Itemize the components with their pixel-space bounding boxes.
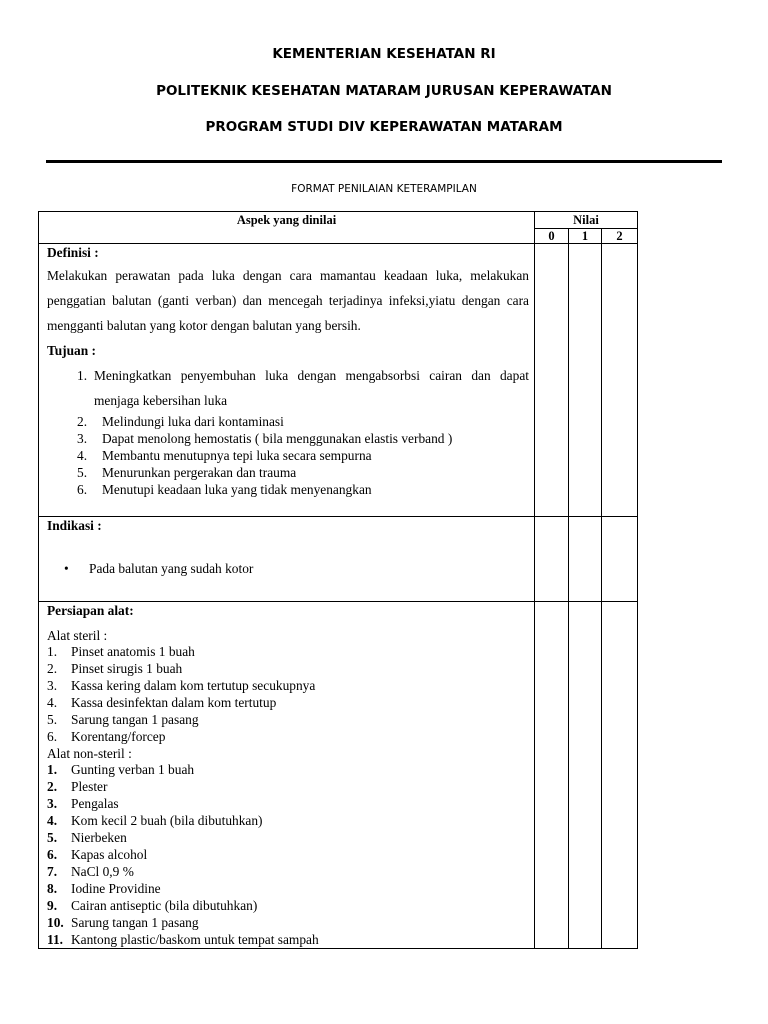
score-cell-0[interactable] [535,602,569,949]
list-item: 3. Pengalas [47,796,119,812]
list-item: 3. Kassa kering dalam kom tertutup secukupnya [47,677,316,693]
table-row-definisi [39,244,638,517]
definisi-text: Melakukan perawatan pada luka dengan cara mamantau keadaan luka, melakukan penggatian balutan (ganti verban) dan mencegah terjadinya infeksi,yiatu dengan cara mengganti balutan yang kotor dengan balutan yang bersih. [47,268,529,333]
list-item: 11. Kantong plastic/baskom untuk tempat sampah [47,931,319,947]
aspect-column-header: Aspek yang dinilai [39,212,535,244]
score-cell-2[interactable] [602,602,638,949]
list-item: 2. Pinset sirugis 1 buah [47,660,183,676]
persiapan-label: Persiapan alat: [47,603,134,618]
aspect-cell-definisi [39,244,535,517]
score-cell-0[interactable] [535,244,569,517]
tujuan-label: Tujuan : [47,343,97,358]
list-item: 1. Meningkatkan penyembuhan luka dengan mengabsorbsi cairan dan dapat menjaga kebersihan luka [77,368,529,408]
steril-list [47,644,529,745]
definisi-label: Definisi : [47,245,99,260]
header-ministry: KEMENTERIAN KESEHATAN RI [272,46,496,62]
score-cell-1[interactable] [569,517,602,602]
aspect-cell-persiapan [39,602,535,949]
score-cell-1[interactable] [569,602,602,949]
list-item: 5. Menurunkan pergerakan dan trauma [77,465,297,480]
aspect-cell-indikasi [39,517,535,602]
list-item: 5. Sarung tangan 1 pasang [47,711,199,727]
list-item: 9. Cairan antiseptic (bila dibutuhkan) [47,897,258,913]
indikasi-label: Indikasi : [47,518,102,533]
list-item: 2. Plester [47,779,108,795]
list-item: 3. Dapat menolong hemostatis ( bila menggunakan elastis verband ) [77,431,453,446]
score-cell-2[interactable] [602,244,638,517]
assessment-table [38,211,638,949]
list-item: 1. Pinset anatomis 1 buah [47,644,195,659]
nonsteril-label: Alat non-steril : [47,746,132,762]
table-row-persiapan [39,602,638,949]
score-cell-2[interactable] [602,517,638,602]
score-cell-0[interactable] [535,517,569,602]
list-item: 10. Sarung tangan 1 pasang [47,914,199,930]
nonsteril-list [47,762,529,948]
header-program: PROGRAM STUDI DIV KEPERAWATAN MATARAM [205,119,563,135]
list-item: • Pada balutan yang sudah kotor [64,561,254,576]
list-item: 4. Kassa desinfektan dalam kom tertutup [47,694,277,710]
score-cell-1[interactable] [569,244,602,517]
list-item: 6. Korentang/forcep [47,728,166,744]
steril-label: Alat steril : [47,628,108,643]
nilai-column-header: Nilai [535,212,638,229]
list-item: 1. Gunting verban 1 buah [47,762,195,778]
table-row-indikasi [39,517,638,602]
list-item: 5. Nierbeken [47,830,127,846]
list-item: 2. Melindungi luka dari kontaminasi [77,414,284,429]
list-item: 6. Kapas alcohol [47,846,148,862]
score-header-2: 2 [602,229,638,244]
form-title: FORMAT PENILAIAN KETERAMPILAN [291,183,477,195]
list-item: 4. Kom kecil 2 buah (bila dibutuhkan) [47,813,263,829]
list-item: 8. Iodine Providine [47,880,161,896]
score-header-0: 0 [535,229,569,244]
header-institution: POLITEKNIK KESEHATAN MATARAM JURUSAN KEPERAWATAN [156,83,612,99]
bullet-icon: • [64,561,69,576]
list-item: 4. Membantu menutupnya tepi luka secara sempurna [77,448,372,463]
header-divider [46,160,722,163]
list-item: 7. NaCl 0,9 % [47,863,134,879]
list-item: 6. Menutupi keadaan luka yang tidak menyenangkan [77,482,372,497]
tujuan-list [47,363,529,498]
score-header-1: 1 [569,229,602,244]
